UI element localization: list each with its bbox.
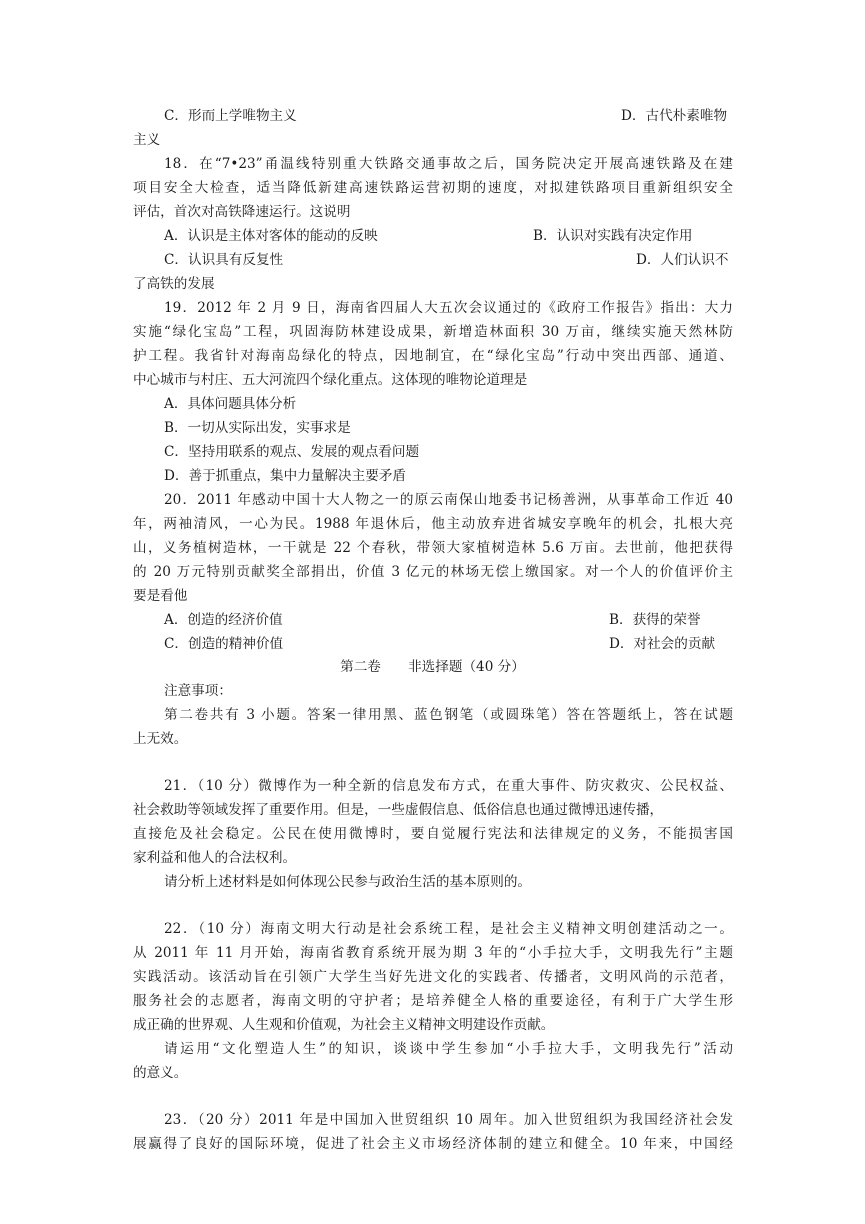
q19-stem-line: 实施“绿化宝岛”工程，巩固海防林建设成果，新增造林面积 30 万亩，继续实施天然林防 xyxy=(133,324,733,340)
q22-ask-line: 请运用“文化塑造人生”的知识，谈谈中学生参加“小手拉大手，文明我先行”活动 xyxy=(164,1041,733,1057)
q21-ask: 请分析上述材料是如何体现公民参与政治生活的基本原则的。 xyxy=(164,874,532,890)
q18-option-b: B．认识对实践有决定作用 xyxy=(533,228,693,244)
q20-stem-line: 要是看他 xyxy=(133,588,188,604)
q22-stem-line: 实践活动。该活动旨在引领广大学生当好先进文化的实践者、传播者，文明风尚的示范者， xyxy=(133,969,733,985)
q18-option-c: C．认识具有反复性 xyxy=(164,252,284,268)
q17-option-c: C．形而上学唯物主义 xyxy=(164,108,297,124)
q21-stem-line: 21．（10 分）微博作为一种全新的信息发布方式，在重大事件、防灾救灾、公民权益、 xyxy=(164,778,733,794)
q23-stem-line: 23．（20 分）2011 年是中国加入世贸组织 10 周年。加入世贸组织为我国经济社会发 xyxy=(164,1112,733,1128)
q19-option-b: B．一切从实际出发，实事求是 xyxy=(164,420,351,436)
q22-stem-line: 成正确的世界观、人生观和价值观，为社会主义精神文明建设作贡献。 xyxy=(133,1017,555,1033)
q19-option-c: C．坚持用联系的观点、发展的观点看问题 xyxy=(164,444,420,460)
q20-option-b: B．获得的荣誉 xyxy=(609,612,701,628)
q22-stem-line: 从 2011 年 11 月开始，海南省教育系统开展为期 3 年的“小手拉大手，文明我先行”主题 xyxy=(133,945,733,961)
q19-stem-line: 19．2012 年 2 月 9 日，海南省四届人大五次会议通过的《政府工作报告》指出：大力 xyxy=(164,300,733,316)
q20-option-c: C．创造的精神价值 xyxy=(164,636,284,652)
q20-option-a: A．创造的经济价值 xyxy=(164,612,283,628)
q23-stem-line: 展赢得了良好的国际环境，促进了社会主义市场经济体制的建立和健全。10 年来，中国经 xyxy=(133,1136,733,1152)
q19-option-d: D．善于抓重点，集中力量解决主要矛盾 xyxy=(164,468,406,484)
q18-option-d: D．人们认识不 xyxy=(636,252,729,268)
q22-stem-line: 22．（10 分）海南文明大行动是社会系统工程，是社会主义精神文明创建活动之一。 xyxy=(164,921,733,937)
q19-option-a: A．具体问题具体分析 xyxy=(164,396,297,412)
q17-option-d-wrap: 主义 xyxy=(133,132,161,148)
q21-stem-line: 家利益和他人的合法权利。 xyxy=(133,850,297,866)
q18-option-d-wrap: 了高铁的发展 xyxy=(133,276,215,292)
q18-option-row xyxy=(0,224,865,248)
q18-stem-line: 评估，首次对高铁降速运行。这说明 xyxy=(133,204,351,220)
q17-option-row xyxy=(0,104,865,128)
q20-stem-line: 年，两袖清风，一心为民。1988 年退休后，他主动放弃进省城安享晚年的机会，扎根大亮 xyxy=(133,516,733,532)
q22-stem-line: 服务社会的志愿者，海南文明的守护者；是培养健全人格的重要途径，有利于广大学生形 xyxy=(133,993,733,1009)
q19-stem-line: 中心城市与村庄、五大河流四个绿化重点。这体现的唯物论道理是 xyxy=(133,372,528,388)
part2-title: 第二卷 非选择题（40 分） xyxy=(340,659,525,675)
q20-option-row xyxy=(0,608,865,632)
notice-label: 注意事项： xyxy=(164,683,232,699)
q19-stem-line: 护工程。我省针对海南岛绿化的特点，因地制宜，在“绿化宝岛”行动中突出西部、通道、 xyxy=(133,348,733,364)
q21-stem-line: 直接危及社会稳定。公民在使用微博时，要自觉履行宪法和法律规定的义务，不能损害国 xyxy=(133,826,733,842)
q18-stem-line: 18．在“7•23”甬温线特别重大铁路交通事故之后，国务院决定开展高速铁路及在建 xyxy=(164,156,733,172)
q17-option-d: D．古代朴素唯物 xyxy=(621,108,728,124)
q20-option-d: D．对社会的贡献 xyxy=(609,636,716,652)
q18-option-row xyxy=(0,248,865,272)
q21-stem-line: 社会救助等领域发挥了重要作用。但是，一些虚假信息、低俗信息也通过微博迅速传播， xyxy=(133,802,664,818)
q18-stem-line: 项目安全大检查，适当降低新建高速铁路运营初期的速度，对拟建铁路项目重新组织安全 xyxy=(133,180,733,196)
q22-ask-line: 的意义。 xyxy=(133,1065,188,1081)
q20-option-row xyxy=(0,632,865,656)
q20-stem-line: 20．2011 年感动中国十大人物之一的原云南保山地委书记杨善洲，从事革命工作近 40 xyxy=(164,492,733,508)
notice-line: 第二卷共有 3 小题。答案一律用黑、蓝色钢笔（或圆珠笔）答在答题纸上，答在试题 xyxy=(164,707,733,723)
q18-option-a: A．认识是主体对客体的能动的反映 xyxy=(164,228,378,244)
notice-line: 上无效。 xyxy=(133,731,188,747)
q20-stem-line: 的 20 万元特别贡献奖全部捐出，价值 3 亿元的林场无偿上缴国家。对一个人的价值评价主 xyxy=(133,564,733,580)
q20-stem-line: 山，义务植树造林，一干就是 22 个春秋，带领大家植树造林 5.6 万亩。去世前，他把获得 xyxy=(133,540,733,556)
